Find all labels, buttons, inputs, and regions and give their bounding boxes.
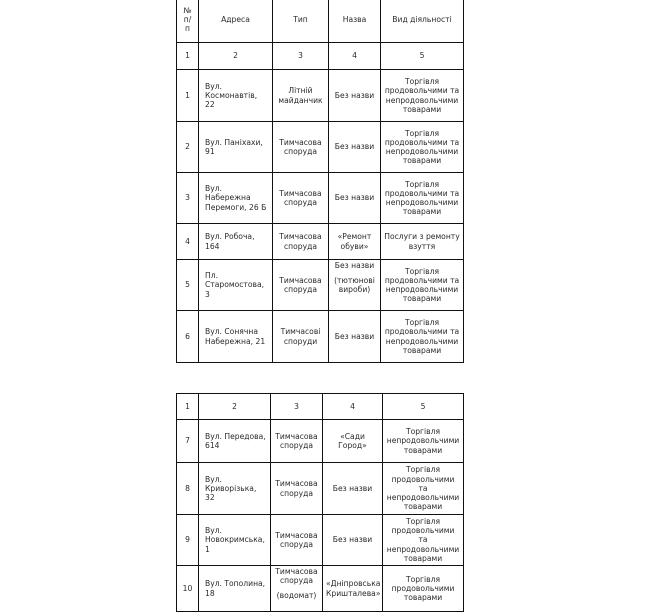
column-number: 3 [273, 43, 329, 70]
row-activity: Торгівля продовольчими та непродовольчими товарами [383, 515, 464, 566]
header-type: Тип [273, 0, 329, 43]
row-type: Тимчасова споруда [271, 420, 323, 463]
objects-table-part-2 [176, 393, 464, 612]
row-number: 8 [177, 463, 199, 515]
row-address: Пл. Старомостова, 3 [199, 260, 273, 311]
row-type: Тимчасова споруда [273, 260, 329, 311]
row-address: Вул. Набережна Перемоги, 26 Б [199, 173, 273, 224]
row-name: «Сади Город» [323, 420, 383, 463]
column-number: 2 [199, 394, 271, 420]
column-number: 1 [177, 43, 199, 70]
row-activity: Торгівля продовольчими та непродовольчими товарами [381, 173, 464, 224]
row-address: Вул. Криворізька, 32 [199, 463, 271, 515]
row-number: 9 [177, 515, 199, 566]
table-row [177, 463, 464, 515]
row-name: Без назви [323, 515, 383, 566]
table-row [177, 420, 464, 463]
table-row [177, 122, 464, 173]
row-address: Вул. Передова, 614 [199, 420, 271, 463]
row-activity: Торгівля продовольчими та непродовольчими товарами [381, 260, 464, 311]
row-activity: Торгівля непродовольчими товарами [383, 420, 464, 463]
row-number: 4 [177, 224, 199, 260]
column-number: 1 [177, 394, 199, 420]
column-number-row [177, 394, 464, 420]
table-header-row [177, 0, 464, 43]
table-row [177, 515, 464, 566]
row-name: «Дніпровська Кришталева» [323, 566, 383, 612]
table-row [177, 260, 464, 311]
table-row [177, 566, 464, 612]
row-name: «Ремонт обуви» [329, 224, 381, 260]
header-name: Назва [329, 0, 381, 43]
row-activity: Торгівля продовольчими та непродовольчими товарами [381, 70, 464, 122]
header-activity: Вид діяльності [381, 0, 464, 43]
row-number: 10 [177, 566, 199, 612]
row-address: Вул. Паніхахи, 91 [199, 122, 273, 173]
row-type: Тимчасова споруда [273, 173, 329, 224]
row-address: Вул. Робоча, 164 [199, 224, 273, 260]
column-number: 5 [383, 394, 464, 420]
row-number: 2 [177, 122, 199, 173]
table-row [177, 173, 464, 224]
row-type: Тимчасова споруда [271, 515, 323, 566]
row-number: 3 [177, 173, 199, 224]
column-number: 5 [381, 43, 464, 70]
row-address: Вул. Новокримська, 1 [199, 515, 271, 566]
row-number: 6 [177, 311, 199, 363]
column-number-row [177, 43, 464, 70]
table-row [177, 70, 464, 122]
row-name: Без назви [329, 70, 381, 122]
row-type: Тимчасова споруда [273, 224, 329, 260]
header-address: Адреса [199, 0, 273, 43]
row-activity: Торгівля продовольчими товарами [383, 566, 464, 612]
row-type: Літній майданчик [273, 70, 329, 122]
row-number: 5 [177, 260, 199, 311]
row-name: Без назви [329, 122, 381, 173]
row-name: Без назви (тютюнові вироби) [329, 260, 381, 311]
row-name: Без назви [323, 463, 383, 515]
row-name: Без назви [329, 173, 381, 224]
row-activity: Послуги з ремонту взуття [381, 224, 464, 260]
row-activity: Торгівля продовольчими та непродовольчими товарами [383, 463, 464, 515]
header-number: № п/ п [177, 0, 199, 43]
column-number: 4 [323, 394, 383, 420]
column-number: 2 [199, 43, 273, 70]
column-number: 4 [329, 43, 381, 70]
objects-table-part-1 [176, 0, 464, 363]
row-type: Тимчасові споруди [273, 311, 329, 363]
row-type: Тимчасова споруда (водомат) [271, 566, 323, 612]
table-row [177, 224, 464, 260]
row-number: 1 [177, 70, 199, 122]
row-address: Вул. Космонавтів, 22 [199, 70, 273, 122]
row-address: Вул. Тополина, 18 [199, 566, 271, 612]
row-number: 7 [177, 420, 199, 463]
row-type: Тимчасова споруда [273, 122, 329, 173]
row-name: Без назви [329, 311, 381, 363]
table-row [177, 311, 464, 363]
row-address: Вул. Сонячна Набережна, 21 [199, 311, 273, 363]
row-activity: Торгівля продовольчими та непродовольчими товарами [381, 122, 464, 173]
row-activity: Торгівля продовольчими та непродовольчими товарами [381, 311, 464, 363]
column-number: 3 [271, 394, 323, 420]
row-type: Тимчасова споруда [271, 463, 323, 515]
